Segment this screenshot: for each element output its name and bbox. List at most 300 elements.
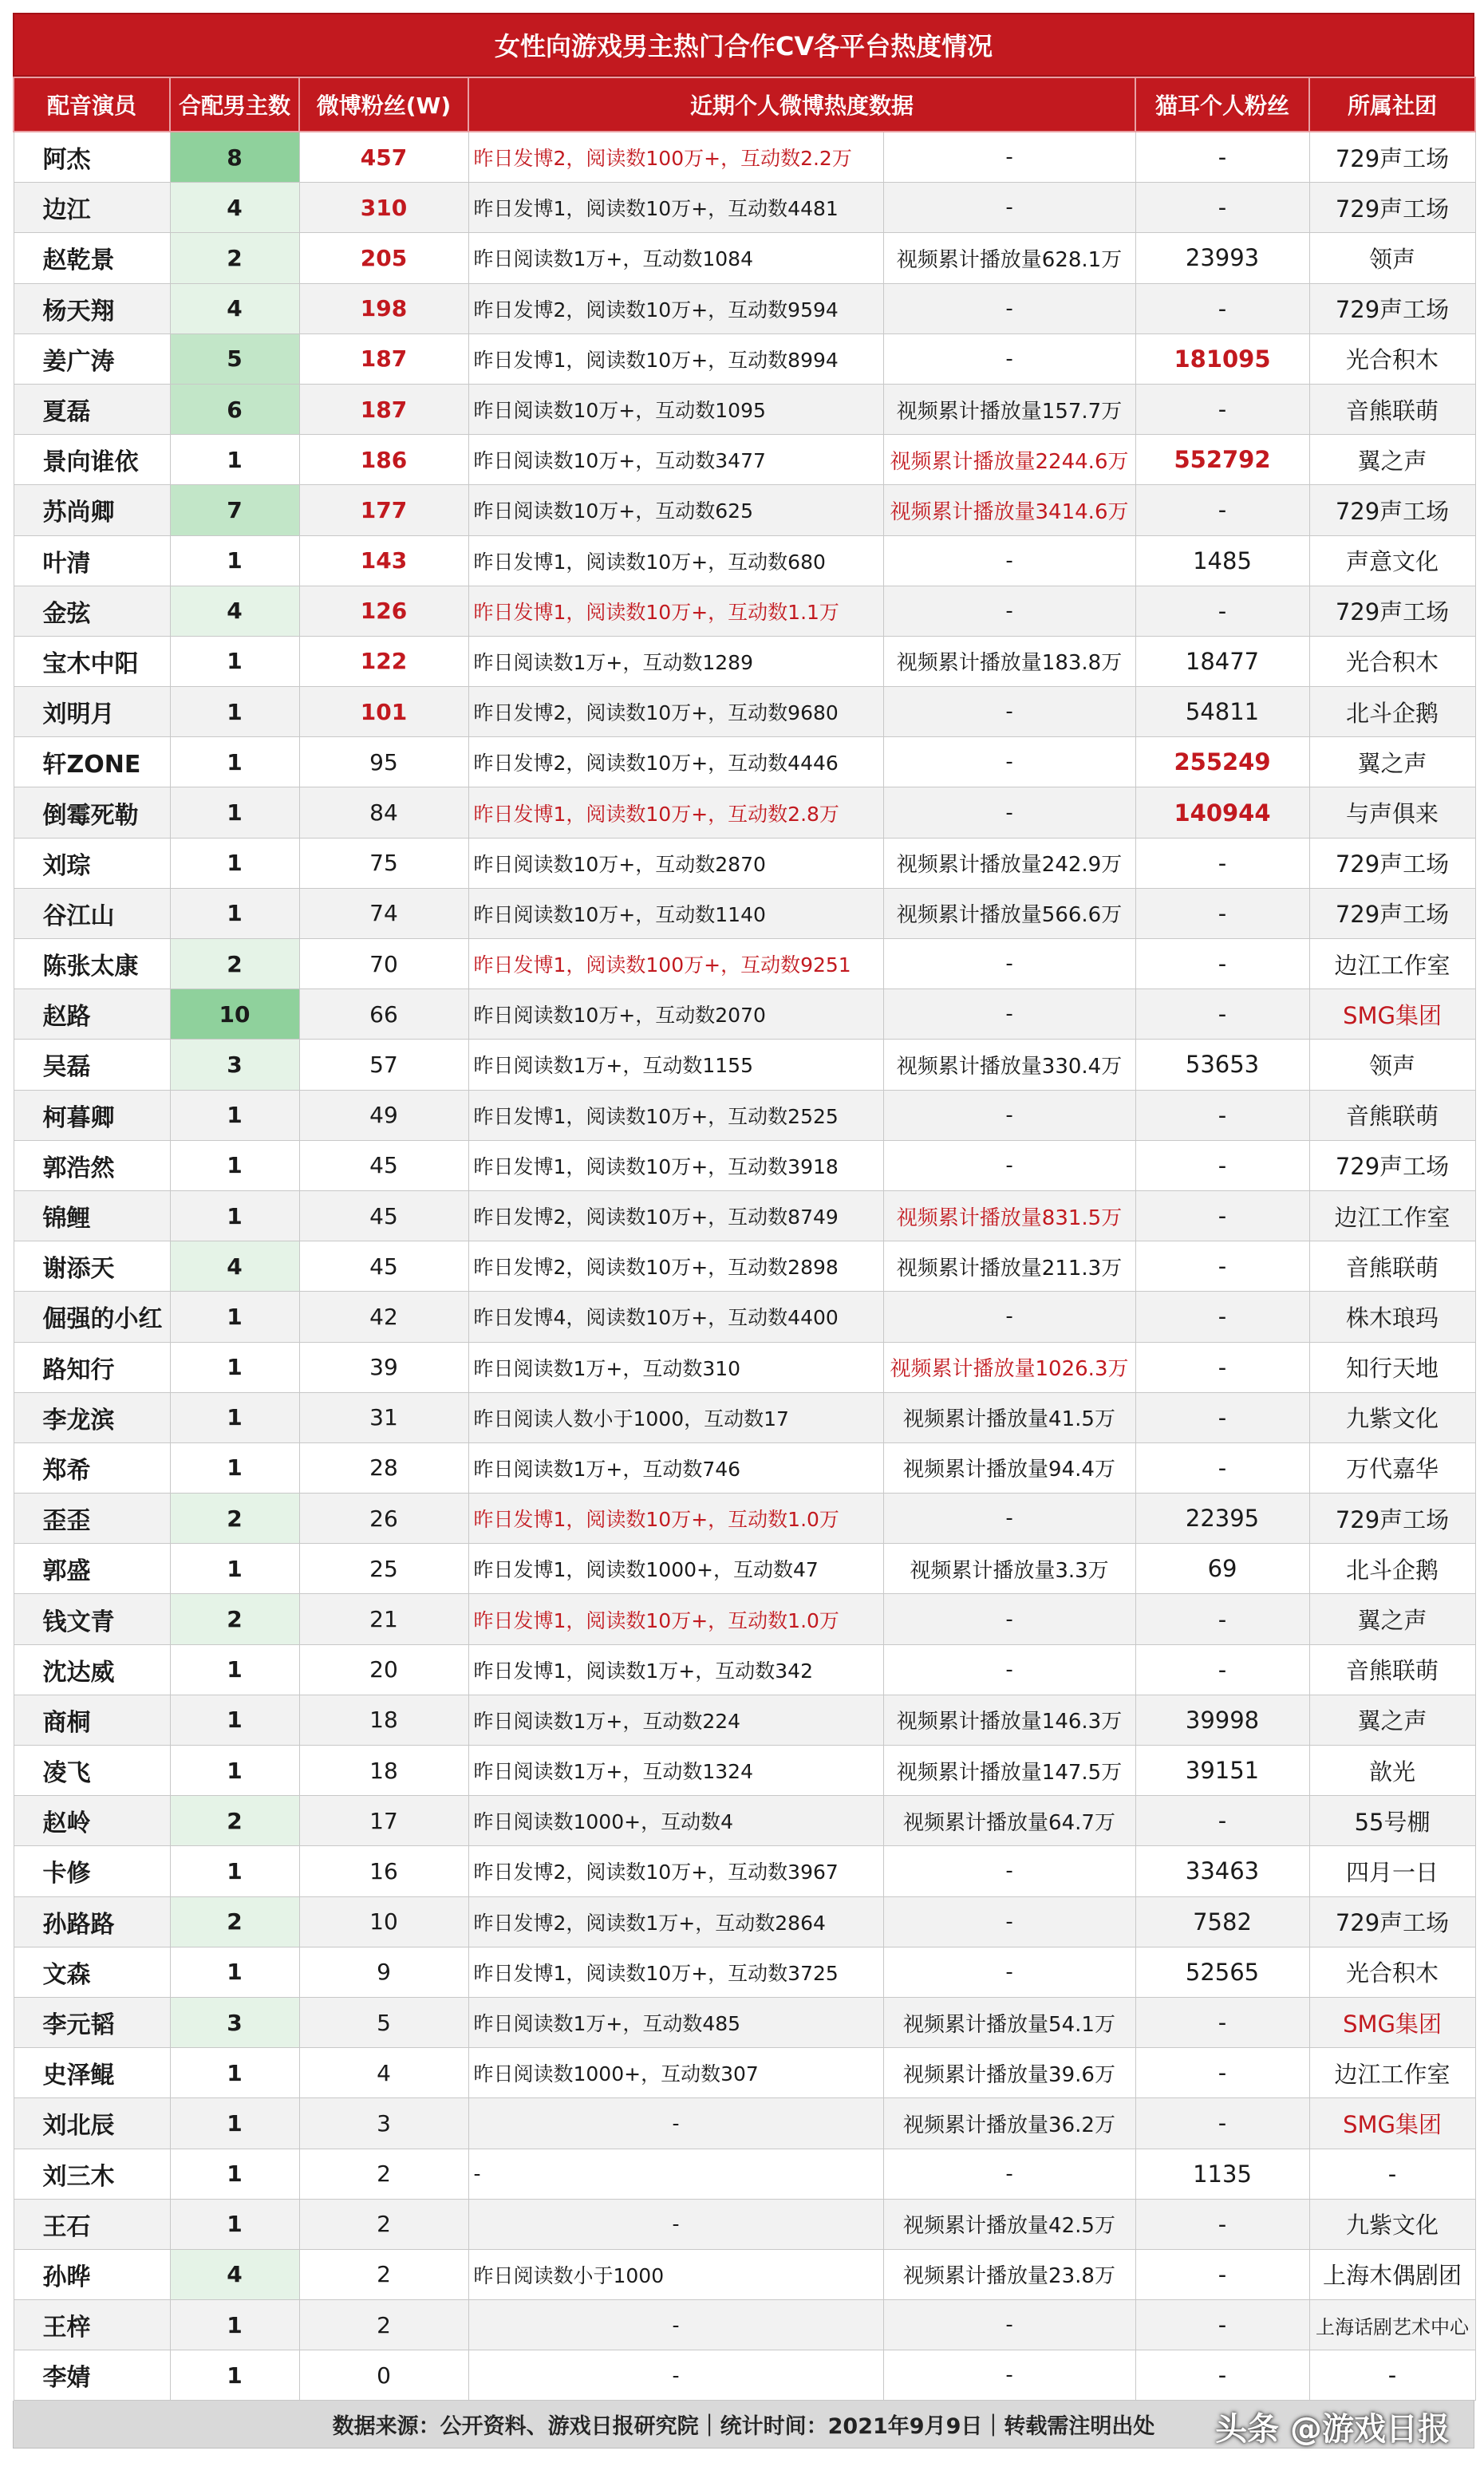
- table-row: [14, 1997, 1475, 2047]
- weibo-heat: 昨日发博2，阅读数10万+，互动数2898: [468, 1241, 883, 1292]
- weibo-heat: -: [468, 2350, 883, 2401]
- cohost-count: 1: [170, 1190, 299, 1241]
- maoer-fans: 23993: [1135, 233, 1309, 283]
- cohost-count: 1: [170, 1695, 299, 1745]
- club-name: 音熊联萌: [1309, 1644, 1475, 1695]
- data-sheet: [13, 13, 1474, 2483]
- table-row: [14, 1342, 1475, 1392]
- table-row: [14, 2300, 1475, 2350]
- weibo-heat: 昨日发博4，阅读数10万+，互动数4400: [468, 1292, 883, 1342]
- club-name: 翼之声: [1309, 435, 1475, 485]
- weibo-heat: 昨日阅读数1万+，互动数1155: [468, 1040, 883, 1090]
- club-name: 翼之声: [1309, 1594, 1475, 1644]
- weibo-fans: 2: [299, 2249, 468, 2299]
- weibo-heat: 昨日发博2，阅读数1万+，互动数2864: [468, 1896, 883, 1947]
- cohost-count: 1: [170, 687, 299, 737]
- weibo-fans: 9: [299, 1947, 468, 1997]
- club-name: 音熊联萌: [1309, 1090, 1475, 1140]
- video-plays: -: [883, 2350, 1135, 2401]
- video-plays: 视频累计播放量54.1万: [883, 1997, 1135, 2047]
- cohost-count: 2: [170, 939, 299, 989]
- actor-name: 孙路路: [14, 1896, 170, 1947]
- table-row: [14, 333, 1475, 384]
- weibo-fans: 198: [299, 283, 468, 333]
- actor-name: 刘三木: [14, 2149, 170, 2199]
- video-plays: -: [883, 1947, 1135, 1997]
- club-name: 音熊联萌: [1309, 1241, 1475, 1292]
- actor-name: 金弦: [14, 586, 170, 636]
- table-row: [14, 2199, 1475, 2249]
- weibo-fans: 74: [299, 888, 468, 938]
- club-name: 与声俱来: [1309, 787, 1475, 838]
- club-name: 729声工场: [1309, 485, 1475, 535]
- cohost-count: 4: [170, 586, 299, 636]
- weibo-fans: 21: [299, 1594, 468, 1644]
- weibo-fans: 70: [299, 939, 468, 989]
- club-name: 上海木偶剧团: [1309, 2249, 1475, 2299]
- maoer-fans: -: [1135, 485, 1309, 535]
- weibo-heat: 昨日阅读数1万+，互动数1289: [468, 636, 883, 686]
- actor-name: 钱文青: [14, 1594, 170, 1644]
- maoer-fans: -: [1135, 1442, 1309, 1493]
- maoer-fans: 7582: [1135, 1896, 1309, 1947]
- weibo-fans: 143: [299, 535, 468, 586]
- cohost-count: 1: [170, 888, 299, 938]
- weibo-fans: 2: [299, 2300, 468, 2350]
- actor-name: 陈张太康: [14, 939, 170, 989]
- video-plays: -: [883, 333, 1135, 384]
- sheet-title: 女性向游戏男主热门合作CV各平台热度情况: [13, 13, 1474, 77]
- cohost-count: 1: [170, 2199, 299, 2249]
- maoer-fans: -: [1135, 1241, 1309, 1292]
- video-plays: 视频累计播放量566.6万: [883, 888, 1135, 938]
- actor-name: 郭盛: [14, 1544, 170, 1594]
- video-plays: -: [883, 1292, 1135, 1342]
- maoer-fans: 53653: [1135, 1040, 1309, 1090]
- cohost-count: 2: [170, 1896, 299, 1947]
- cohost-count: 1: [170, 838, 299, 888]
- maoer-fans: 1135: [1135, 2149, 1309, 2199]
- video-plays: 视频累计播放量330.4万: [883, 1040, 1135, 1090]
- video-plays: 视频累计播放量146.3万: [883, 1695, 1135, 1745]
- video-plays: -: [883, 1090, 1135, 1140]
- maoer-fans: -: [1135, 1644, 1309, 1695]
- table-row: [14, 737, 1475, 787]
- maoer-fans: -: [1135, 1594, 1309, 1644]
- weibo-heat: 昨日发博1，阅读数1万+，互动数342: [468, 1644, 883, 1695]
- weibo-fans: 186: [299, 435, 468, 485]
- weibo-heat: 昨日阅读数10万+，互动数1140: [468, 888, 883, 938]
- weibo-heat: 昨日发博1，阅读数10万+，互动数8994: [468, 333, 883, 384]
- weibo-heat: 昨日阅读数1000+，互动数4: [468, 1796, 883, 1846]
- table-row: [14, 2350, 1475, 2401]
- weibo-fans: 2: [299, 2149, 468, 2199]
- weibo-heat: 昨日发博1，阅读数10万+，互动数1.0万: [468, 1594, 883, 1644]
- club-name: 729声工场: [1309, 888, 1475, 938]
- maoer-fans: -: [1135, 283, 1309, 333]
- video-plays: -: [883, 687, 1135, 737]
- actor-name: 歪歪: [14, 1494, 170, 1544]
- cohost-count: 4: [170, 283, 299, 333]
- club-name: 领声: [1309, 233, 1475, 283]
- table-body: [14, 132, 1475, 2401]
- weibo-fans: 310: [299, 183, 468, 233]
- cohost-count: 1: [170, 435, 299, 485]
- brand-watermark: 头条 @游戏日报: [1215, 2411, 1450, 2449]
- actor-name: 李元韬: [14, 1997, 170, 2047]
- actor-name: 赵路: [14, 989, 170, 1040]
- maoer-fans: -: [1135, 2249, 1309, 2299]
- weibo-heat: 昨日发博1，阅读数10万+，互动数1.0万: [468, 1494, 883, 1544]
- actor-name: 姜广涛: [14, 333, 170, 384]
- video-plays: -: [883, 283, 1135, 333]
- weibo-heat: 昨日阅读数1万+，互动数224: [468, 1695, 883, 1745]
- actor-name: 史泽鲲: [14, 2048, 170, 2098]
- maoer-fans: -: [1135, 1796, 1309, 1846]
- video-plays: -: [883, 787, 1135, 838]
- weibo-heat: 昨日阅读数10万+，互动数1095: [468, 384, 883, 434]
- club-name: 729声工场: [1309, 1896, 1475, 1947]
- table-row: [14, 183, 1475, 233]
- video-plays: -: [883, 586, 1135, 636]
- table-row: [14, 636, 1475, 686]
- table-row: [14, 1594, 1475, 1644]
- actor-name: 孙晔: [14, 2249, 170, 2299]
- weibo-fans: 75: [299, 838, 468, 888]
- maoer-fans: 69: [1135, 1544, 1309, 1594]
- maoer-fans: 1485: [1135, 535, 1309, 586]
- actor-name: 郑希: [14, 1442, 170, 1493]
- weibo-heat: -: [468, 2098, 883, 2149]
- weibo-fans: 187: [299, 333, 468, 384]
- cohost-count: 2: [170, 1594, 299, 1644]
- header-count: 合配男主数: [170, 77, 299, 132]
- weibo-heat: 昨日发博1，阅读数10万+，互动数4481: [468, 183, 883, 233]
- weibo-heat: 昨日阅读数1万+，互动数1084: [468, 233, 883, 283]
- weibo-heat: 昨日阅读数1000+，互动数307: [468, 2048, 883, 2098]
- club-name: 上海话剧艺术中心: [1309, 2300, 1475, 2350]
- club-name: SMG集团: [1309, 1997, 1475, 2047]
- actor-name: 赵岭: [14, 1796, 170, 1846]
- weibo-fans: 18: [299, 1746, 468, 1796]
- weibo-heat: 昨日发博1，阅读数10万+，互动数3918: [468, 1140, 883, 1190]
- weibo-heat: 昨日阅读数小于1000: [468, 2249, 883, 2299]
- club-name: 九紫文化: [1309, 2199, 1475, 2249]
- club-name: 四月一日: [1309, 1846, 1475, 1896]
- weibo-fans: 101: [299, 687, 468, 737]
- weibo-heat: 昨日阅读数10万+，互动数625: [468, 485, 883, 535]
- weibo-fans: 16: [299, 1846, 468, 1896]
- cohost-count: 1: [170, 1746, 299, 1796]
- cohost-count: 1: [170, 1140, 299, 1190]
- club-name: 729声工场: [1309, 283, 1475, 333]
- header-weibo-heat: 近期个人微博热度数据: [468, 77, 1135, 132]
- table-row: [14, 1190, 1475, 1241]
- maoer-fans: 33463: [1135, 1846, 1309, 1896]
- table-row: [14, 132, 1475, 183]
- club-name: 九紫文化: [1309, 1392, 1475, 1442]
- weibo-fans: 25: [299, 1544, 468, 1594]
- maoer-fans: 140944: [1135, 787, 1309, 838]
- cohost-count: 4: [170, 183, 299, 233]
- actor-name: 郭浩然: [14, 1140, 170, 1190]
- actor-name: 杨天翔: [14, 283, 170, 333]
- table-row: [14, 2098, 1475, 2149]
- table-row: [14, 233, 1475, 283]
- video-plays: 视频累计播放量183.8万: [883, 636, 1135, 686]
- cohost-count: 1: [170, 636, 299, 686]
- cohost-count: 7: [170, 485, 299, 535]
- weibo-fans: 45: [299, 1190, 468, 1241]
- maoer-fans: 552792: [1135, 435, 1309, 485]
- table-row: [14, 283, 1475, 333]
- table-row: [14, 1040, 1475, 1090]
- cohost-count: 1: [170, 1342, 299, 1392]
- table-row: [14, 2149, 1475, 2199]
- video-plays: -: [883, 1846, 1135, 1896]
- weibo-fans: 20: [299, 1644, 468, 1695]
- table-row: [14, 535, 1475, 586]
- video-plays: 视频累计播放量2244.6万: [883, 435, 1135, 485]
- table-row: [14, 1846, 1475, 1896]
- weibo-heat: 昨日阅读数1万+，互动数485: [468, 1997, 883, 2047]
- table-row: [14, 1796, 1475, 1846]
- maoer-fans: -: [1135, 2300, 1309, 2350]
- weibo-heat: 昨日阅读数10万+，互动数2070: [468, 989, 883, 1040]
- club-name: 光合积木: [1309, 1947, 1475, 1997]
- cohost-count: 1: [170, 737, 299, 787]
- weibo-heat: 昨日阅读数10万+，互动数3477: [468, 435, 883, 485]
- club-name: 知行天地: [1309, 1342, 1475, 1392]
- actor-name: 吴磊: [14, 1040, 170, 1090]
- cohost-count: 8: [170, 132, 299, 183]
- actor-name: 边江: [14, 183, 170, 233]
- table-row: [14, 2048, 1475, 2098]
- table-row: [14, 989, 1475, 1040]
- club-name: 株木琅玛: [1309, 1292, 1475, 1342]
- header-club: 所属社团: [1309, 77, 1475, 132]
- club-name: 边江工作室: [1309, 1190, 1475, 1241]
- table-row: [14, 384, 1475, 434]
- club-name: -: [1309, 2350, 1475, 2401]
- club-name: 729声工场: [1309, 586, 1475, 636]
- actor-name: 夏磊: [14, 384, 170, 434]
- video-plays: 视频累计播放量242.9万: [883, 838, 1135, 888]
- maoer-fans: 255249: [1135, 737, 1309, 787]
- weibo-heat: 昨日发博2，阅读数10万+，互动数3967: [468, 1846, 883, 1896]
- cohost-count: 1: [170, 1947, 299, 1997]
- club-name: 边江工作室: [1309, 2048, 1475, 2098]
- video-plays: -: [883, 1494, 1135, 1544]
- weibo-fans: 10: [299, 1896, 468, 1947]
- weibo-heat: 昨日发博1，阅读数10万+，互动数1.1万: [468, 586, 883, 636]
- weibo-fans: 39: [299, 1342, 468, 1392]
- actor-name: 谷江山: [14, 888, 170, 938]
- actor-name: 卡修: [14, 1846, 170, 1896]
- cohost-count: 1: [170, 2149, 299, 2199]
- cohost-count: 1: [170, 2048, 299, 2098]
- maoer-fans: 39151: [1135, 1746, 1309, 1796]
- video-plays: -: [883, 183, 1135, 233]
- maoer-fans: 22395: [1135, 1494, 1309, 1544]
- header-fans: 微博粉丝(W): [299, 77, 468, 132]
- weibo-fans: 18: [299, 1695, 468, 1745]
- cohost-count: 10: [170, 989, 299, 1040]
- maoer-fans: 52565: [1135, 1947, 1309, 1997]
- club-name: 歆光: [1309, 1746, 1475, 1796]
- table-row: [14, 1644, 1475, 1695]
- actor-name: 商桐: [14, 1695, 170, 1745]
- table-row: [14, 888, 1475, 938]
- weibo-heat: 昨日发博2，阅读数10万+，互动数8749: [468, 1190, 883, 1241]
- club-name: 729声工场: [1309, 838, 1475, 888]
- cohost-count: 1: [170, 2350, 299, 2401]
- maoer-fans: -: [1135, 132, 1309, 183]
- maoer-fans: -: [1135, 838, 1309, 888]
- weibo-fans: 49: [299, 1090, 468, 1140]
- table-row: [14, 787, 1475, 838]
- club-name: SMG集团: [1309, 989, 1475, 1040]
- cohost-count: 5: [170, 333, 299, 384]
- table-row: [14, 1392, 1475, 1442]
- cohost-count: 1: [170, 2098, 299, 2149]
- weibo-heat: -: [468, 2149, 883, 2199]
- club-name: 翼之声: [1309, 1695, 1475, 1745]
- club-name: 729声工场: [1309, 1140, 1475, 1190]
- video-plays: 视频累计播放量36.2万: [883, 2098, 1135, 2149]
- club-name: 55号棚: [1309, 1796, 1475, 1846]
- maoer-fans: -: [1135, 1997, 1309, 2047]
- actor-name: 锦鲤: [14, 1190, 170, 1241]
- video-plays: 视频累计播放量211.3万: [883, 1241, 1135, 1292]
- maoer-fans: -: [1135, 183, 1309, 233]
- video-plays: -: [883, 939, 1135, 989]
- table-row: [14, 1544, 1475, 1594]
- club-name: 729声工场: [1309, 1494, 1475, 1544]
- maoer-fans: -: [1135, 1190, 1309, 1241]
- maoer-fans: -: [1135, 888, 1309, 938]
- table-row: [14, 435, 1475, 485]
- video-plays: 视频累计播放量628.1万: [883, 233, 1135, 283]
- cohost-count: 2: [170, 1796, 299, 1846]
- club-name: 光合积木: [1309, 636, 1475, 686]
- weibo-heat: 昨日发博2，阅读数10万+，互动数4446: [468, 737, 883, 787]
- table-row: [14, 2249, 1475, 2299]
- cohost-count: 1: [170, 1644, 299, 1695]
- video-plays: 视频累计播放量157.7万: [883, 384, 1135, 434]
- actor-name: 王梓: [14, 2300, 170, 2350]
- cohost-count: 1: [170, 1392, 299, 1442]
- weibo-heat: 昨日阅读人数小于1000，互动数17: [468, 1392, 883, 1442]
- actor-name: 刘北辰: [14, 2098, 170, 2149]
- weibo-fans: 2: [299, 2199, 468, 2249]
- video-plays: -: [883, 989, 1135, 1040]
- actor-name: 王石: [14, 2199, 170, 2249]
- video-plays: -: [883, 1140, 1135, 1190]
- weibo-heat: 昨日阅读数10万+，互动数2870: [468, 838, 883, 888]
- actor-name: 凌飞: [14, 1746, 170, 1796]
- cohost-count: 1: [170, 1090, 299, 1140]
- actor-name: 倔强的小红: [14, 1292, 170, 1342]
- actor-name: 轩ZONE: [14, 737, 170, 787]
- weibo-heat: 昨日发博1，阅读数10万+，互动数3725: [468, 1947, 883, 1997]
- club-name: -: [1309, 2149, 1475, 2199]
- video-plays: -: [883, 1896, 1135, 1947]
- weibo-fans: 187: [299, 384, 468, 434]
- actor-name: 刘明月: [14, 687, 170, 737]
- actor-name: 沈达威: [14, 1644, 170, 1695]
- actor-name: 叶清: [14, 535, 170, 586]
- maoer-fans: -: [1135, 2199, 1309, 2249]
- maoer-fans: 18477: [1135, 636, 1309, 686]
- club-name: SMG集团: [1309, 2098, 1475, 2149]
- video-plays: 视频累计播放量23.8万: [883, 2249, 1135, 2299]
- actor-name: 宝木中阳: [14, 636, 170, 686]
- header-maoer: 猫耳个人粉丝: [1135, 77, 1309, 132]
- footer: [13, 2401, 1474, 2449]
- weibo-fans: 84: [299, 787, 468, 838]
- maoer-fans: -: [1135, 1140, 1309, 1190]
- club-name: 北斗企鹅: [1309, 1544, 1475, 1594]
- video-plays: 视频累计播放量64.7万: [883, 1796, 1135, 1846]
- club-name: 翼之声: [1309, 737, 1475, 787]
- header-row: [14, 77, 1475, 132]
- header-actor: 配音演员: [14, 77, 170, 132]
- video-plays: -: [883, 2149, 1135, 2199]
- weibo-fans: 4: [299, 2048, 468, 2098]
- video-plays: 视频累计播放量1026.3万: [883, 1342, 1135, 1392]
- weibo-fans: 122: [299, 636, 468, 686]
- table-row: [14, 586, 1475, 636]
- club-name: 领声: [1309, 1040, 1475, 1090]
- video-plays: -: [883, 2300, 1135, 2350]
- maoer-fans: -: [1135, 1392, 1309, 1442]
- actor-name: 李龙滨: [14, 1392, 170, 1442]
- cohost-count: 1: [170, 1442, 299, 1493]
- maoer-fans: -: [1135, 1342, 1309, 1392]
- table-row: [14, 1896, 1475, 1947]
- weibo-heat: 昨日发博2，阅读数100万+，互动数2.2万: [468, 132, 883, 183]
- maoer-fans: 54811: [1135, 687, 1309, 737]
- table-row: [14, 485, 1475, 535]
- actor-name: 苏尚卿: [14, 485, 170, 535]
- cohost-count: 1: [170, 1292, 299, 1342]
- weibo-fans: 95: [299, 737, 468, 787]
- maoer-fans: -: [1135, 2098, 1309, 2149]
- weibo-fans: 45: [299, 1241, 468, 1292]
- table-row: [14, 1494, 1475, 1544]
- club-name: 音熊联萌: [1309, 384, 1475, 434]
- actor-name: 赵乾景: [14, 233, 170, 283]
- table-row: [14, 1442, 1475, 1493]
- weibo-heat: 昨日发博1，阅读数10万+，互动数680: [468, 535, 883, 586]
- table-row: [14, 1292, 1475, 1342]
- video-plays: 视频累计播放量41.5万: [883, 1392, 1135, 1442]
- video-plays: 视频累计播放量39.6万: [883, 2048, 1135, 2098]
- maoer-fans: 181095: [1135, 333, 1309, 384]
- weibo-fans: 457: [299, 132, 468, 183]
- table-row: [14, 838, 1475, 888]
- maoer-fans: -: [1135, 1292, 1309, 1342]
- weibo-fans: 205: [299, 233, 468, 283]
- weibo-fans: 31: [299, 1392, 468, 1442]
- cohost-count: 4: [170, 1241, 299, 1292]
- video-plays: -: [883, 1594, 1135, 1644]
- weibo-heat: 昨日发博2，阅读数10万+，互动数9680: [468, 687, 883, 737]
- maoer-fans: -: [1135, 586, 1309, 636]
- video-plays: 视频累计播放量42.5万: [883, 2199, 1135, 2249]
- cohost-count: 2: [170, 233, 299, 283]
